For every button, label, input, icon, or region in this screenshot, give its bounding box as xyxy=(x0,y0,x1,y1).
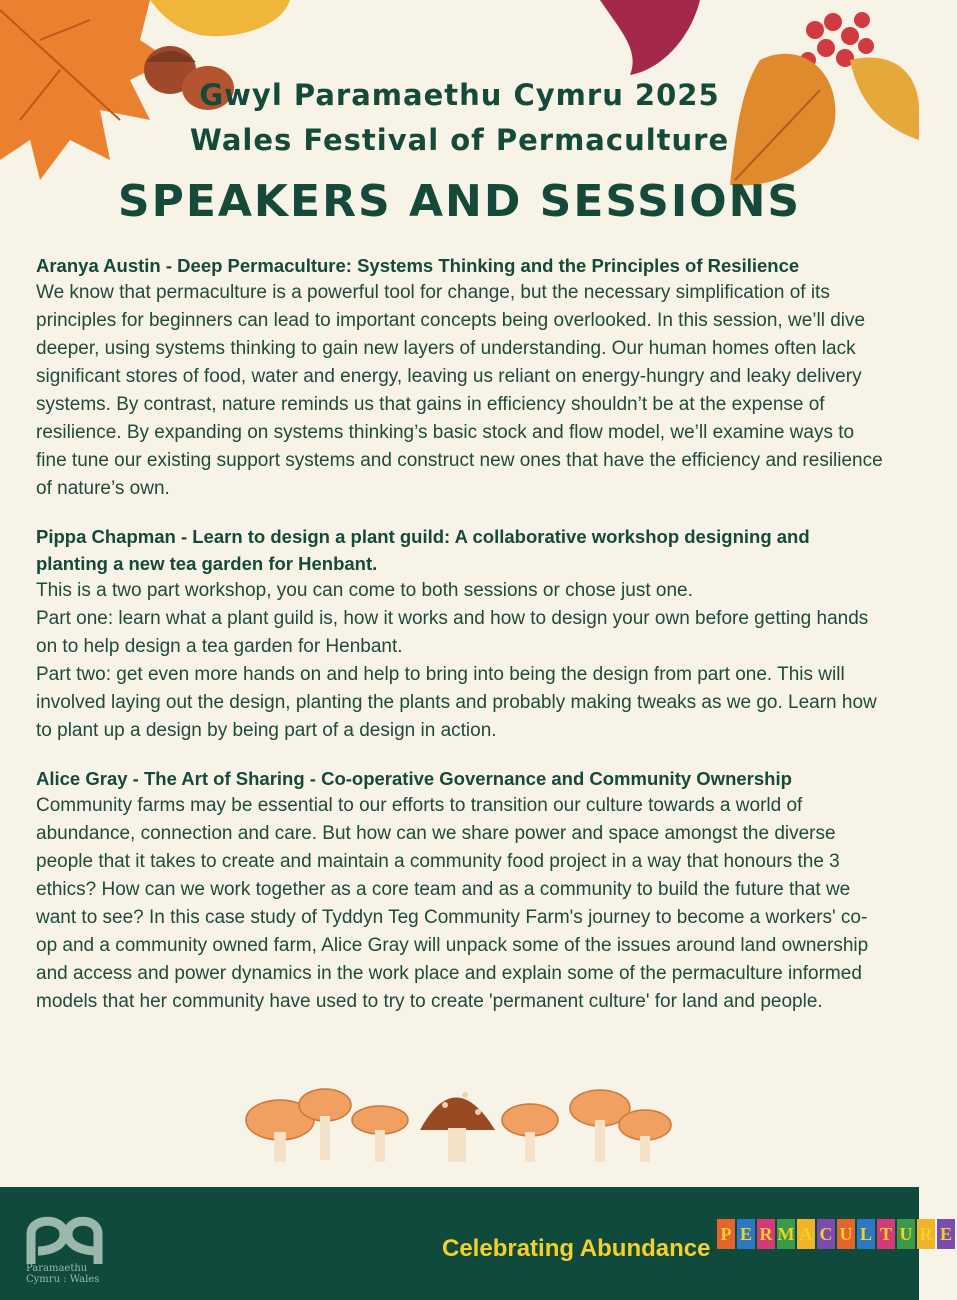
permaculture-letter-blocks xyxy=(717,1219,957,1249)
letter-block: R xyxy=(917,1219,935,1249)
logo-line: Paramaethu xyxy=(26,1263,88,1274)
session-title: Pippa Chapman - Learn to design a plant guild: A collaborative workshop designing and planting a new tea garden for Henbant. xyxy=(36,526,810,574)
letter-block: U xyxy=(897,1219,915,1249)
session-aranya-austin xyxy=(36,252,886,503)
paramaethu-logo-icon xyxy=(26,1209,106,1269)
session-description xyxy=(36,577,886,745)
session-paragraph: This is a two part workshop, you can come to both sessions or chose just one. xyxy=(36,580,693,601)
footer xyxy=(0,1187,952,1300)
session-paragraph: Part two: get even more hands on and help to bring into being the design from part one. This will involved laying out the design, planting the plants and probably making tweaks as we go. Learn how to plant up a design by being part of a design in action. xyxy=(36,664,877,741)
mushroom-icon xyxy=(352,1106,408,1134)
mushrooms-illustration xyxy=(240,1070,680,1170)
session-paragraph: We know that permaculture is a powerful tool for change, but the necessary simplification of its principles for beginners can lead to important concepts being overlooked. In this session, we’ll dive deeper, using systems thinking to gain new layers of understanding. Our human homes often lack significant stores of food, water and energy, leaving us reliant on energy-hungry and leaky delivery systems. By contrast, nature reminds us that gains in efficiency shouldn’t be at the expense of resilience. By expanding on systems thinking’s basic stock and flow model, we’ll examine ways to fine tune our existing support systems and construct new ones that have the efficiency and resilience of nature’s own. xyxy=(36,282,883,499)
session-paragraph: Part one: learn what a plant guild is, how it works and how to design your own before getting hands on to help design a tea garden for Henbant. xyxy=(36,608,869,657)
letter-block: E xyxy=(737,1219,755,1249)
session-paragraph: Community farms may be essential to our efforts to transition our culture towards a world of abundance, connection and care. But how can we share power and space amongst the diverse people that it takes to create and maintain a community food project in a way that honours the 3 ethics? How can we work together as a core team and as a community to build the future that we want to see? In this case study of Tyddyn Teg Community Farm's journey to become a workers' co-op and a community owned farm, Alice Gray will unpack some of the issues around land ownership and access and power dynamics in the work place and explain some of the permaculture informed models that her community have used to try to create 'permanent culture' for land and people. xyxy=(36,795,869,1012)
session-title: Aranya Austin - Deep Permaculture: Systems Thinking and the Principles of Resilience xyxy=(36,255,800,276)
letter-block: M xyxy=(777,1219,795,1249)
sessions-list xyxy=(36,252,886,1036)
session-description xyxy=(36,792,886,1016)
letter-block: U xyxy=(837,1219,855,1249)
letter-block: E xyxy=(937,1219,955,1249)
letter-block: A xyxy=(797,1219,815,1249)
mushroom-icon xyxy=(502,1104,558,1136)
letter-block: P xyxy=(717,1219,735,1249)
letter-block: L xyxy=(857,1219,875,1249)
session-alice-gray xyxy=(36,765,886,1016)
header xyxy=(0,0,919,240)
logo-line: Cymru : Wales xyxy=(26,1274,100,1285)
page-title: SPEAKERS AND SESSIONS xyxy=(117,176,802,227)
mushroom-cap-icon xyxy=(420,1098,495,1131)
logo-text xyxy=(26,1263,99,1285)
session-title: Alice Gray - The Art of Sharing - Co-operative Governance and Community Ownership xyxy=(36,768,792,789)
session-pippa-chapman xyxy=(36,523,886,745)
festival-title-english: Wales Festival of Permaculture xyxy=(189,123,730,157)
letter-block: R xyxy=(757,1219,775,1249)
mushroom-icon xyxy=(619,1110,671,1140)
tagline: Celebrating Abundance xyxy=(442,1235,711,1262)
festival-title-welsh: Gwyl Paramaethu Cymru 2025 xyxy=(199,78,720,112)
letter-block: C xyxy=(817,1219,835,1249)
letter-block: T xyxy=(877,1219,895,1249)
session-description xyxy=(36,279,886,503)
